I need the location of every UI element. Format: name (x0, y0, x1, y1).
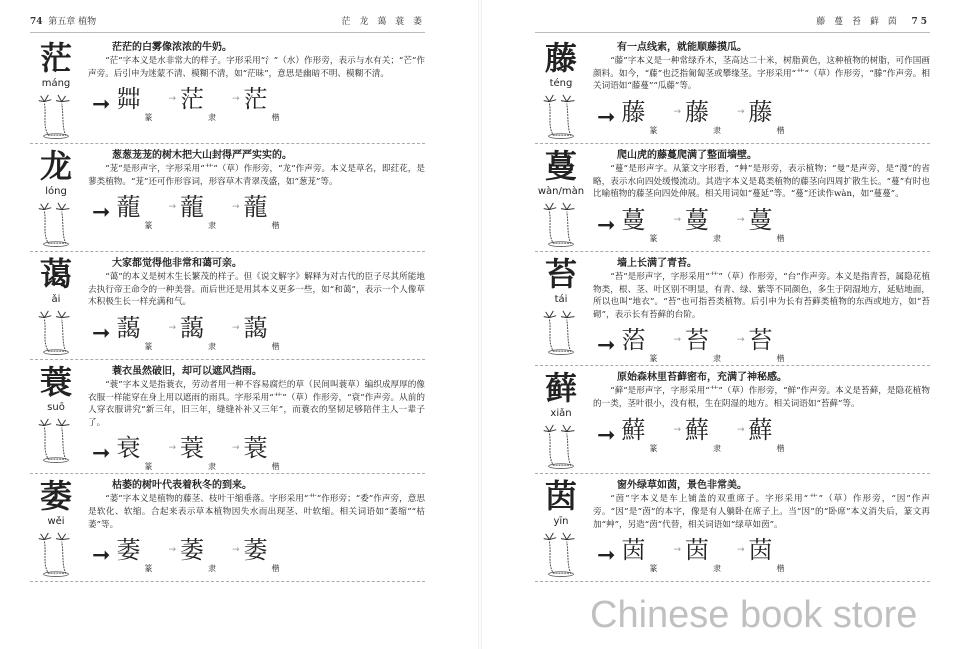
script-glyph: 萎 (116, 536, 141, 565)
script-glyph: 茵 (684, 536, 709, 565)
script-label: 楷 (271, 564, 280, 574)
small-arrow-icon: → (736, 424, 745, 435)
script-form (748, 536, 797, 574)
entry-list (30, 36, 425, 582)
arrow-right-icon: ➞ (597, 104, 616, 130)
script-glyph: 蔓 (684, 205, 709, 234)
plant-illustration-icon (36, 200, 76, 248)
small-arrow-icon: → (673, 335, 681, 346)
script-form (748, 205, 797, 243)
head-character-block (535, 478, 587, 529)
entry-title: 茫茫的白雾像浓浓的牛奶。 (112, 42, 232, 53)
script-label: 隶 (712, 233, 721, 243)
script-label: 楷 (776, 443, 785, 453)
script-label: 楷 (271, 341, 280, 351)
script-glyph: 苔 (748, 326, 773, 355)
plant-illustration-icon (541, 530, 581, 578)
character-entry (30, 144, 425, 252)
script-label: 隶 (207, 564, 216, 574)
script-evolution (597, 325, 930, 364)
head-character: 茵 (544, 477, 577, 516)
entry-text (88, 474, 425, 531)
script-form (621, 326, 669, 364)
script-form (179, 193, 228, 231)
script-glyph: 蔓 (748, 205, 773, 234)
small-arrow-icon: → (231, 443, 240, 454)
script-label: 篆 (144, 221, 153, 231)
entry-title: 原始森林里苔藓密布，充满了神秘感。 (617, 372, 787, 384)
script-evolution (92, 313, 425, 351)
head-character: 萎 (39, 477, 72, 516)
plant-illustration-icon (36, 416, 76, 464)
entry-text (593, 366, 930, 410)
entry-body: “苔”是形声字，字形采用“艹”（草）作形旁，“台”作声旁。本义是指青苔，属隐花植物类，根、茎、叶区别不明显，有青、绿、紫等不同颜色，多生于阴湿地方，延贴地面，所以也叫“地衣”。“苔”也可指苔类植物。后引申为长有苔藓类植物的东西或地方，如“苔砌”，表示长有苔藓的台阶。 (593, 272, 930, 320)
script-form (684, 205, 733, 243)
script-glyph: 蓑 (179, 434, 204, 463)
script-label: 楷 (271, 221, 280, 231)
arrow-right-icon: ➞ (597, 333, 616, 359)
script-form (621, 536, 669, 574)
entry-text (593, 144, 930, 201)
script-form (621, 415, 669, 453)
small-arrow-icon: → (736, 335, 745, 346)
script-form (179, 85, 228, 123)
script-glyph: 藹 (179, 313, 204, 342)
small-arrow-icon: → (673, 214, 681, 225)
script-glyph: 菭 (621, 326, 646, 355)
plant-illustration-icon (541, 92, 581, 140)
script-label: 篆 (144, 462, 153, 472)
pinyin: téng (549, 78, 573, 89)
script-label: 楷 (776, 564, 785, 574)
script-glyph: 藹 (116, 313, 141, 342)
entry-body: “蔓”是形声字。从篆文字形看，“艸”是形旁，表示植物；“曼”是声旁，是“漫”的省略，表示水向四处缓慢流动。其造字本义是葛类植物的藤茎向四周扩散生长。“蔓”有时也比喻植物的藤茎向四处伸展。相关用词如“蔓延”等。“蔓”还读作wàn，如“蔓蔓”。 (593, 164, 930, 200)
entry-title: 窗外绿草如茵，景色非常美。 (617, 480, 747, 492)
head-character-block (535, 40, 587, 91)
small-arrow-icon: → (168, 94, 176, 105)
script-glyph: 蘚 (748, 415, 773, 444)
plant-illustration-icon (36, 92, 76, 140)
script-form (116, 434, 164, 472)
script-label: 楷 (776, 354, 785, 364)
script-evolution (597, 415, 930, 453)
head-character-block (535, 148, 587, 199)
script-form (243, 85, 292, 123)
plant-illustration-icon (541, 200, 581, 248)
pinyin: yīn (553, 516, 569, 528)
pinyin: ǎi (51, 294, 61, 305)
small-arrow-icon: → (168, 202, 176, 213)
script-evolution (597, 535, 930, 574)
entry-title: 葱葱茏茏的树木把大山封得严严实实的。 (112, 150, 292, 161)
script-glyph: 蘚 (621, 415, 646, 444)
script-form (243, 313, 292, 351)
small-arrow-icon: → (168, 545, 176, 556)
script-form (116, 313, 164, 351)
character-entry (30, 252, 425, 360)
script-evolution (597, 97, 930, 135)
head-character: 龙 (39, 147, 72, 185)
script-glyph: 萎 (243, 536, 268, 565)
head-character-block (30, 256, 82, 307)
script-label: 篆 (649, 125, 658, 135)
pinyin: lóng (45, 186, 67, 197)
small-arrow-icon: → (231, 322, 240, 333)
character-entry (30, 36, 425, 144)
script-label: 篆 (144, 341, 153, 351)
pinyin: suō (47, 402, 65, 413)
script-glyph: 萎 (179, 536, 204, 565)
small-arrow-icon: → (168, 322, 176, 333)
script-glyph: 藹 (243, 313, 268, 342)
head-character-block (30, 364, 82, 415)
small-arrow-icon: → (231, 94, 240, 105)
script-form (243, 536, 292, 574)
head-character: 蔓 (544, 147, 577, 185)
small-arrow-icon: → (736, 545, 745, 556)
small-arrow-icon: → (736, 106, 745, 117)
left-page-header (30, 14, 425, 33)
script-form (684, 536, 733, 574)
head-character: 茫 (39, 39, 72, 77)
entry-body: “藤”字本义是一种常绿乔木，茎高达二十米，树脂黄色，这种植物的树脂，可作国画颜料。如今，“藤”也泛指匍匐茎或攀缘茎。字形采用“艹”（草）作形旁，“滕”作声旁。相关词语如“藤蔓”“瓜藤”等。 (593, 56, 930, 92)
script-evolution (92, 192, 425, 231)
script-glyph: 茵 (621, 536, 646, 565)
script-form (621, 205, 669, 243)
pinyin: wěi (47, 516, 65, 528)
entry-text (593, 252, 930, 321)
script-label: 楷 (776, 125, 785, 135)
script-label: 隶 (207, 221, 216, 231)
script-label: 隶 (712, 354, 721, 364)
entry-body: “蔼”的本义是树木生长繁茂的样子。但《说文解字》解释为对古代的臣子尽其所能地去执行帝王命令的一种美誉。而后世还是用其本义更多一些，如“和蔼”，表示一个人像草木积极生长一样充满和气。 (88, 272, 425, 308)
small-arrow-icon: → (231, 545, 240, 556)
script-glyph: 蔓 (621, 205, 646, 234)
character-entry (535, 36, 930, 144)
script-form (748, 326, 797, 364)
script-label: 隶 (712, 125, 721, 135)
script-form (179, 313, 228, 351)
pinyin: máng (41, 78, 71, 89)
script-form (748, 97, 797, 135)
script-label: 篆 (649, 354, 658, 364)
entry-text (88, 144, 425, 188)
entry-title: 有一点线索，就能顺藤摸瓜。 (617, 42, 747, 53)
script-form (684, 415, 733, 453)
arrow-right-icon: ➞ (92, 543, 111, 569)
script-evolution (597, 205, 930, 243)
small-arrow-icon: → (231, 202, 240, 213)
entry-body: “藓”是形声字，字形采用“艹”（草）作形旁，“鲜”作声旁。本义是苔藓，是隐花植物的一类，茎叶很小，没有根，生在阴湿的地方。相关词语如“苔藓”等。 (593, 386, 930, 409)
script-glyph: 茫 (179, 85, 204, 114)
script-form (243, 193, 292, 231)
script-form (748, 415, 797, 453)
script-form (243, 434, 292, 472)
head-character: 藓 (544, 369, 577, 408)
script-label: 楷 (271, 113, 280, 123)
head-character-block (30, 478, 82, 529)
entry-title: 枯萎的树叶代表着秋冬的到来。 (112, 480, 252, 492)
head-character-block (535, 370, 587, 421)
small-arrow-icon: → (673, 545, 681, 556)
script-label: 隶 (207, 113, 216, 123)
character-entry (30, 474, 425, 582)
character-entry (535, 474, 930, 582)
script-glyph: 藤 (621, 97, 646, 126)
small-arrow-icon: → (673, 106, 681, 117)
running-head: 茫 龙 蔼 蓑 萎 (341, 17, 425, 27)
arrow-right-icon: ➞ (597, 422, 616, 448)
entry-body: “蓑”字本义是指蓑衣，劳动者用一种不容易腐烂的草（民间叫蓑草）编织成厚厚的像衣服一样能穿在身上用以遮雨的雨具。字形采用“艹”（草）作形旁，“衰”作声旁。从前的人穿衣服讲究“新三年，旧三年，缝缝补补又三年”，而蓑衣的坚韧足够陪伴主人一辈子了。 (88, 380, 425, 428)
plant-illustration-icon (541, 308, 581, 356)
script-evolution (92, 535, 425, 574)
head-character-block (535, 256, 587, 307)
script-form (116, 193, 164, 231)
entry-text (88, 360, 425, 429)
character-entry (535, 144, 930, 252)
page-number: 74 (30, 17, 43, 27)
script-glyph: 茻 (116, 85, 141, 114)
script-evolution (92, 84, 425, 123)
head-character: 藤 (544, 39, 577, 77)
script-label: 隶 (207, 462, 216, 472)
entry-title: 墙上长满了青苔。 (617, 258, 697, 269)
script-evolution (92, 433, 425, 472)
entry-text (593, 36, 930, 93)
head-character: 蓑 (39, 363, 72, 401)
script-glyph: 茫 (243, 85, 268, 114)
entry-body: “茫”字本义是水非常大的样子。字形采用“氵”（水）作形旁，表示与水有关；“芒”作声旁。后引申为迷蒙不清、模糊不清，如“茫昧”，意思是幽暗不明、模糊不清。 (88, 56, 425, 79)
script-glyph: 蘚 (684, 415, 709, 444)
entry-title: 蓑衣虽然破旧，却可以遮风挡雨。 (112, 366, 262, 377)
script-label: 隶 (207, 341, 216, 351)
script-label: 楷 (271, 462, 280, 472)
plant-illustration-icon (36, 308, 76, 356)
head-character-block (30, 148, 82, 199)
script-glyph: 藤 (748, 97, 773, 126)
right-page-header (535, 14, 930, 33)
pinyin: xiǎn (550, 408, 572, 420)
script-glyph: 蘢 (243, 193, 268, 222)
script-form (179, 434, 228, 472)
script-label: 隶 (712, 564, 721, 574)
script-label: 篆 (144, 113, 153, 123)
arrow-right-icon: ➞ (597, 212, 616, 238)
script-label: 隶 (712, 443, 721, 453)
script-label: 篆 (649, 564, 658, 574)
script-form (116, 85, 164, 123)
arrow-right-icon: ➞ (597, 543, 616, 569)
entry-title: 大家都觉得他非常和蔼可亲。 (112, 258, 242, 269)
plant-illustration-icon (36, 530, 76, 578)
character-entry (30, 360, 425, 474)
arrow-right-icon: ➞ (92, 320, 111, 346)
script-label: 楷 (776, 233, 785, 243)
small-arrow-icon: → (168, 443, 176, 454)
entry-text (88, 252, 425, 309)
arrow-right-icon: ➞ (92, 441, 111, 467)
entry-body: “萎”字本义是植物的藤茎、枝叶干缩垂落。字形采用“艹”作形旁；“委”作声旁，意思是软化、软缩。合起来表示草本植物因失水而出现茎、叶软缩。相关词语如“萎缩”“枯萎”等。 (88, 494, 425, 530)
script-form (684, 97, 733, 135)
chapter-title: 第五章 植物 (48, 17, 97, 27)
right-page (480, 0, 960, 649)
entry-list (535, 36, 930, 582)
entry-text (593, 474, 930, 531)
arrow-right-icon: ➞ (92, 92, 111, 118)
script-form (621, 97, 669, 135)
entry-title: 爬山虎的藤蔓爬满了整面墙壁。 (617, 150, 757, 161)
entry-body: “茏”是形声字，字形采用“艹”（草）作形旁，“龙”作声旁。本义是草名，即荭花，是蓼类植物。“茏”还可作形容词，形容草木青翠茂盛，如“葱茏”等。 (88, 164, 425, 187)
watermark: Chinese book store (590, 594, 918, 636)
script-glyph: 藤 (684, 97, 709, 126)
pinyin: wàn/màn (537, 186, 585, 197)
script-label: 篆 (144, 564, 153, 574)
script-form (684, 326, 733, 364)
running-head: 藤 蔓 苔 藓 茵 (816, 17, 900, 27)
script-glyph: 茵 (748, 536, 773, 565)
entry-text (88, 36, 425, 80)
plant-illustration-icon (541, 422, 581, 470)
arrow-right-icon: ➞ (92, 200, 111, 226)
head-character-block (30, 40, 82, 91)
script-glyph: 苔 (684, 326, 709, 355)
script-glyph: 衰 (116, 434, 141, 463)
script-glyph: 蓑 (243, 434, 268, 463)
script-glyph: 蘢 (116, 193, 141, 222)
script-glyph: 蘢 (179, 193, 204, 222)
character-entry (535, 366, 930, 474)
script-label: 篆 (649, 233, 658, 243)
pinyin: tái (554, 294, 568, 305)
character-entry (535, 252, 930, 366)
script-form (116, 536, 164, 574)
head-character: 苔 (544, 255, 577, 293)
script-label: 篆 (649, 443, 658, 453)
small-arrow-icon: → (673, 424, 681, 435)
script-form (179, 536, 228, 574)
head-character: 蔼 (39, 255, 72, 293)
entry-body: “茵”字本义是车上铺盖的双重席子。字形采用“艹”（草）作形旁，“因”作声旁。“因”是“茵”的本字，像是有人躺卧在席子上。当“因”的“卧席”本义消失后，篆文再加“艸”，另造“茵”代替，相关词语如“绿草如茵”。 (593, 494, 930, 530)
small-arrow-icon: → (736, 214, 745, 225)
page-number: 75 (911, 17, 930, 27)
